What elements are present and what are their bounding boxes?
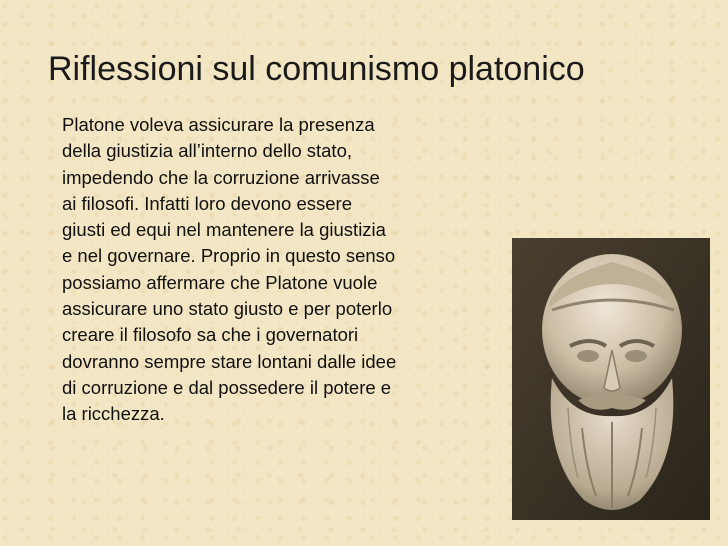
slide-title: Riflessioni sul comunismo platonico bbox=[48, 50, 585, 88]
slide-body-text: Platone voleva assicurare la presenza della giustizia all’interno dello stato, impedendo che la corruzione arrivasse ai filosofi. Infatti loro devono essere giusti ed equi nel mantenere la giustizia e nel governare. Proprio in questo senso possiamo affermare che Platone vuole assicurare uno stato giusto e per poterlo creare il filosofo sa che i governatori dovranno sempre stare lontani dalle idee di corruzione e dal possedere il potere e la ricchezza. bbox=[62, 114, 397, 425]
plato-bust-image bbox=[512, 238, 710, 520]
